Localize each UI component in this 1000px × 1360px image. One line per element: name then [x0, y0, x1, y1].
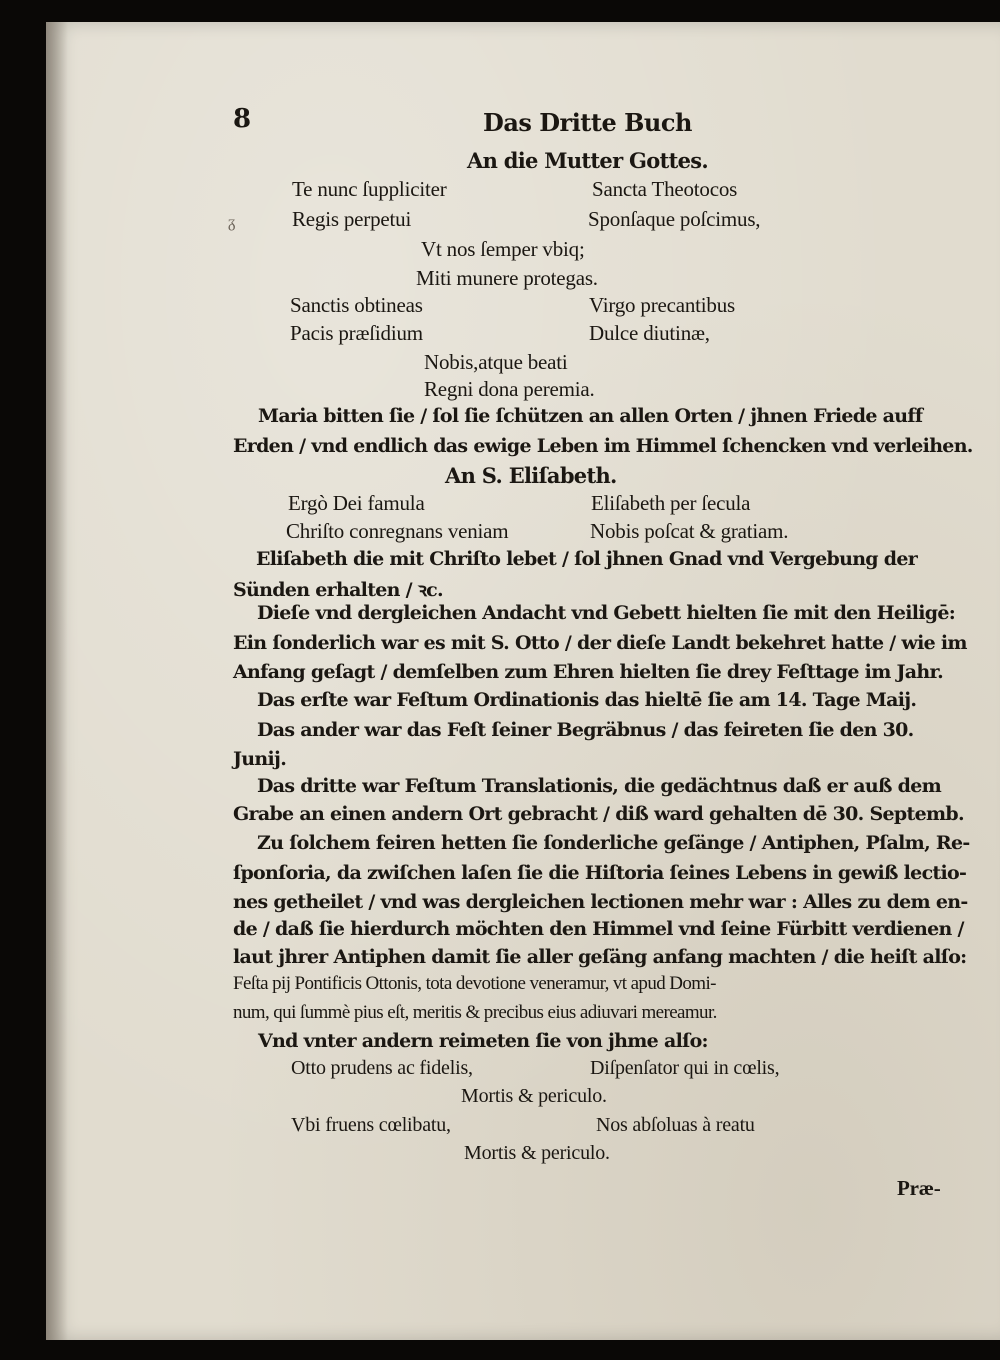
body-line-latin: Feſta pij Pontificis Ottonis, tota devotione veneramur, vt apud Domi-	[233, 973, 716, 994]
paragraph-line: Eliſabeth die mit Chriſto lebet / ſol jhnen Gnad vnd Vergebung der	[256, 548, 918, 570]
verse-left: Pacis præſidium	[290, 321, 423, 345]
paragraph-line: Maria bitten ſie / ſol ſie ſchützen an allen Orten / jhnen Friede auff	[258, 405, 923, 427]
body-line: ſponſoria, da zwiſchen laſen ſie die Hiſtoria ſeines Lebens in gewiß lectio-	[233, 862, 967, 884]
body-line: Das ander war das Feſt ſeiner Begräbnus / das feireten ſie den 30.	[257, 719, 914, 741]
body-line: de / daß ſie hierdurch möchten den Himmel vnd ſeine Fürbitt verdienen /	[233, 918, 964, 940]
section-heading-elisabeth: An S. Eliſabeth.	[445, 463, 617, 488]
page-number: 8	[233, 104, 252, 134]
body-line: Dieſe vnd dergleichen Andacht vnd Gebett hielten ſie mit den Heiligē:	[257, 602, 956, 624]
body-line: Grabe an einen andern Ort gebracht / diß ward gehalten dē 30. Septemb.	[233, 803, 964, 825]
body-line: Zu ſolchem feiren hetten ſie ſonderliche geſänge / Antiphen, Pſalm, Re-	[257, 832, 970, 854]
body-line: Junij.	[233, 748, 287, 770]
hymn-right: Diſpenſator qui in cœlis,	[590, 1057, 780, 1079]
page-gutter-shadow	[46, 22, 68, 1340]
hymn-right: Nos abſoluas à reatu	[596, 1114, 755, 1136]
verse-left: Sanctis obtineas	[290, 293, 423, 317]
verse-left: Regis perpetui	[292, 207, 412, 231]
hymn-center: Mortis & periculo.	[461, 1085, 607, 1107]
body-line: Ein ſonderlich war es mit S. Otto / der dieſe Landt bekehret hatte / wie im	[233, 632, 967, 654]
verse-left: Chriſto conregnans veniam	[286, 519, 509, 543]
verse-center: Regni dona peremia.	[424, 377, 595, 401]
margin-mark: ᵹ	[228, 214, 236, 231]
verse-left: Te nunc ſuppliciter	[292, 177, 447, 201]
paragraph-line: Erden / vnd endlich das ewige Leben im Himmel ſchencken vnd verleihen.	[233, 435, 973, 457]
body-line: laut jhrer Antiphen damit ſie aller geſäng anfang machten / die heiſt alſo:	[233, 946, 967, 968]
body-line: Das erſte war Feſtum Ordinationis das hieltē ſie am 14. Tage Maij.	[257, 689, 917, 711]
catchword: Præ-	[897, 1176, 941, 1200]
running-head: Das Dritte Buch	[483, 108, 692, 137]
body-line: nes getheilet / vnd was dergleichen lectionen mehr war : Alles zu dem en-	[233, 891, 968, 913]
body-line: Anfang geſagt / demſelben zum Ehren hielten ſie drey Feſttage im Jahr.	[233, 661, 944, 683]
verse-right: Nobis poſcat & gratiam.	[590, 519, 789, 543]
verse-right: Eliſabeth per ſecula	[591, 491, 751, 515]
verse-right: Virgo precantibus	[589, 293, 735, 317]
body-line: Vnd vnter andern reimeten ſie von jhme alſo:	[258, 1030, 708, 1052]
verse-center: Vt nos ſemper vbiq;	[421, 237, 585, 261]
body-line: Das dritte war Feſtum Translationis, die gedächtnus daß er auß dem	[257, 775, 942, 797]
hymn-left: Otto prudens ac fidelis,	[291, 1057, 473, 1079]
verse-right: Sancta Theotocos	[592, 177, 738, 201]
verse-center: Miti munere protegas.	[416, 266, 598, 290]
verse-center: Nobis,atque beati	[424, 350, 568, 374]
hymn-left: Vbi fruens cœlibatu,	[291, 1114, 451, 1136]
section-heading-mother: An die Mutter Gottes.	[467, 148, 708, 173]
verse-right: Dulce diutinæ,	[589, 321, 710, 345]
verse-left: Ergò Dei famula	[288, 491, 425, 515]
paragraph-line: Sünden erhalten / ꝛc.	[233, 579, 443, 601]
verse-right: Sponſaque poſcimus,	[588, 207, 761, 231]
hymn-center: Mortis & periculo.	[464, 1142, 610, 1164]
body-line-latin: num, qui ſummè pius eſt, meritis & precibus eius adiuvari mereamur.	[233, 1002, 717, 1023]
